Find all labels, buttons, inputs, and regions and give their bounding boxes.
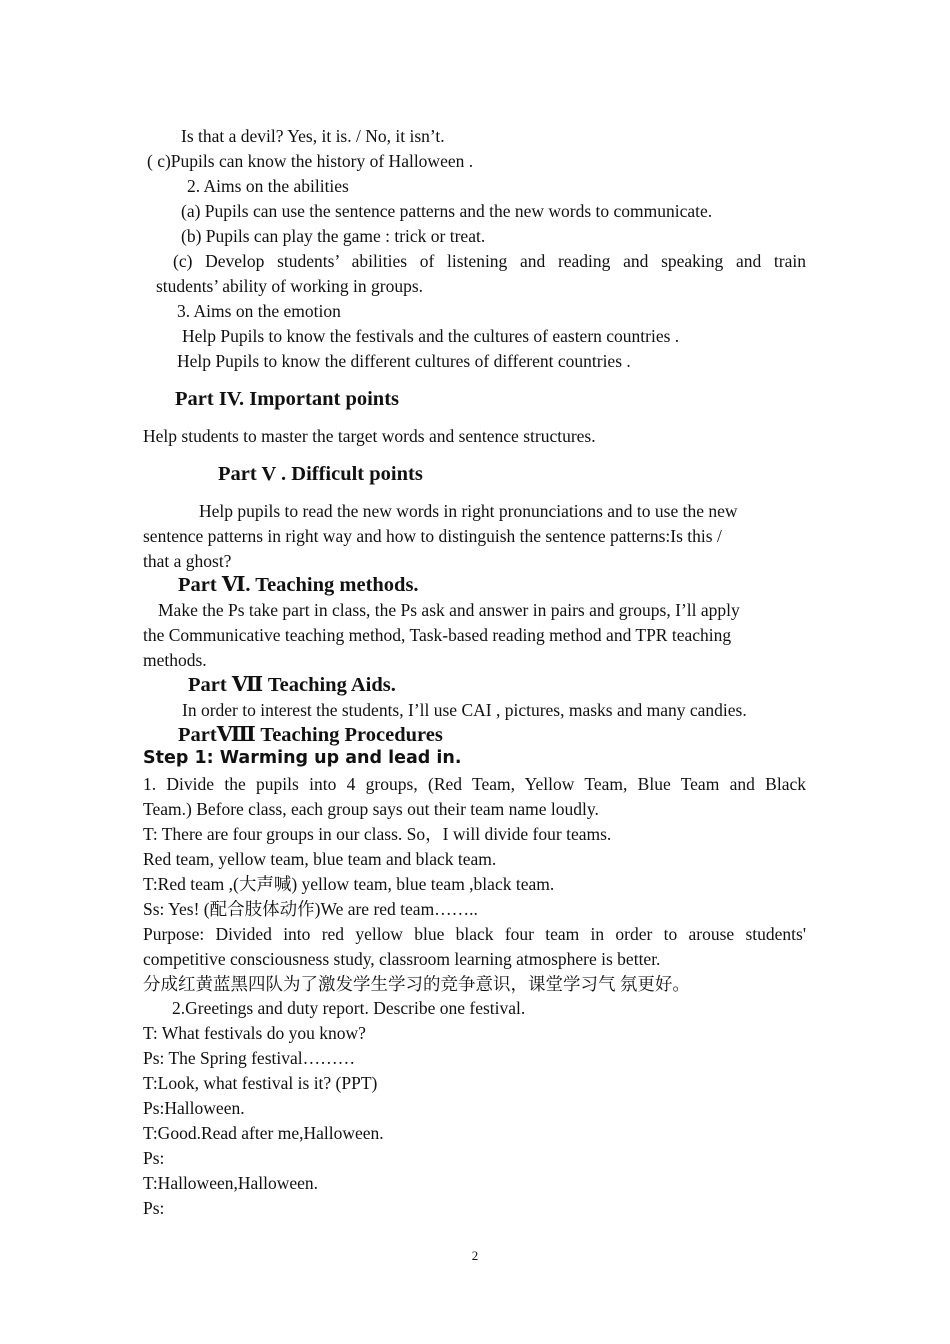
ability-aim-b: (b) Pupils can play the game : trick or treat.: [181, 226, 486, 246]
dialogue-line-5: T:Good.Read after me,Halloween.: [143, 1123, 384, 1143]
dialogue-line-2: Ps: The Spring festival………: [143, 1048, 356, 1068]
purpose-line-2: competitive consciousness study, classroom learning atmosphere is better.: [143, 949, 661, 969]
dialogue-line-8: Ps:: [143, 1198, 165, 1218]
procedure-line-2: Team.) Before class, each group says out their team name loudly.: [143, 799, 599, 819]
ability-aim-c: (c) Develop students’ abilities of listening and reading and speaking and train: [173, 251, 806, 271]
aim-c-knowledge: ( c)Pupils can know the history of Halloween .: [147, 151, 474, 171]
procedure-line-6: Ss: Yes! (配合肢体动作)We are red team……..: [143, 899, 478, 919]
ability-aim-a: (a) Pupils can use the sentence patterns and the new words to communicate.: [181, 201, 713, 221]
dialogue-line-6: Ps:: [143, 1148, 165, 1168]
methods-line-1: Make the Ps take part in class, the Ps ask and answer in pairs and groups, I’ll apply: [158, 600, 740, 620]
part-vii-heading: Part Ⅶ Teaching Aids.: [188, 674, 396, 696]
procedure-line-5: T:Red team ,(大声喊) yellow team, blue team ,black team.: [143, 874, 555, 894]
dialogue-line-7: T:Halloween,Halloween.: [143, 1173, 319, 1193]
procedure-line-1: 1. Divide the pupils into 4 groups, (Red Team, Yellow Team, Blue Team and Black: [143, 774, 806, 794]
page-number: 2: [471, 1248, 479, 1263]
step-1-heading: Step 1: Warming up and lead in.: [143, 748, 462, 768]
methods-line-2: the Communicative teaching method, Task-based reading method and TPR teaching: [143, 625, 732, 645]
dialogue-line-1: T: What festivals do you know?: [143, 1023, 366, 1043]
important-points-text: Help students to master the target words and sentence structures.: [143, 426, 596, 446]
part-iv-heading: Part IV. Important points: [175, 388, 399, 410]
example-question-line: Is that a devil? Yes, it is. / No, it isn’t.: [181, 126, 445, 146]
aids-text: In order to interest the students, I’ll use CAI , pictures, masks and many candies.: [182, 700, 747, 720]
purpose-chinese-line: 分成红黄蓝黑四队为了激发学生学习的竞争意识，课堂学习气 氛更好。: [143, 974, 690, 994]
difficult-points-line-1: Help pupils to read the new words in right pronunciations and to use the new: [199, 501, 738, 521]
aims-abilities-heading: 2. Aims on the abilities: [187, 176, 349, 196]
emotion-aim-1: Help Pupils to know the festivals and the cultures of eastern countries .: [182, 326, 680, 346]
emotion-aim-2: Help Pupils to know the different cultures of different countries .: [177, 351, 631, 371]
aims-emotion-heading: 3. Aims on the emotion: [177, 301, 341, 321]
difficult-points-line-3: that a ghost?: [143, 551, 232, 571]
dialogue-line-3: T:Look, what festival is it? (PPT): [143, 1073, 378, 1093]
methods-line-3: methods.: [143, 650, 207, 670]
ability-aim-c-continued: students’ ability of working in groups.: [156, 276, 424, 296]
part-viii-heading: PartⅧ Teaching Procedures: [178, 724, 443, 746]
procedure-line-3: T: There are four groups in our class. So，I will divide four teams.: [143, 824, 612, 844]
dialogue-line-4: Ps:Halloween.: [143, 1098, 245, 1118]
part-v-heading: Part V . Difficult points: [218, 463, 423, 485]
difficult-points-line-2: sentence patterns in right way and how to distinguish the sentence patterns:Is this /: [143, 526, 722, 546]
part-vi-heading: Part Ⅵ. Teaching methods.: [178, 574, 419, 596]
greetings-heading: 2.Greetings and duty report. Describe one festival.: [172, 998, 526, 1018]
procedure-line-4: Red team, yellow team, blue team and black team.: [143, 849, 497, 869]
purpose-line-1: Purpose: Divided into red yellow blue black four team in order to arouse students': [143, 924, 806, 944]
